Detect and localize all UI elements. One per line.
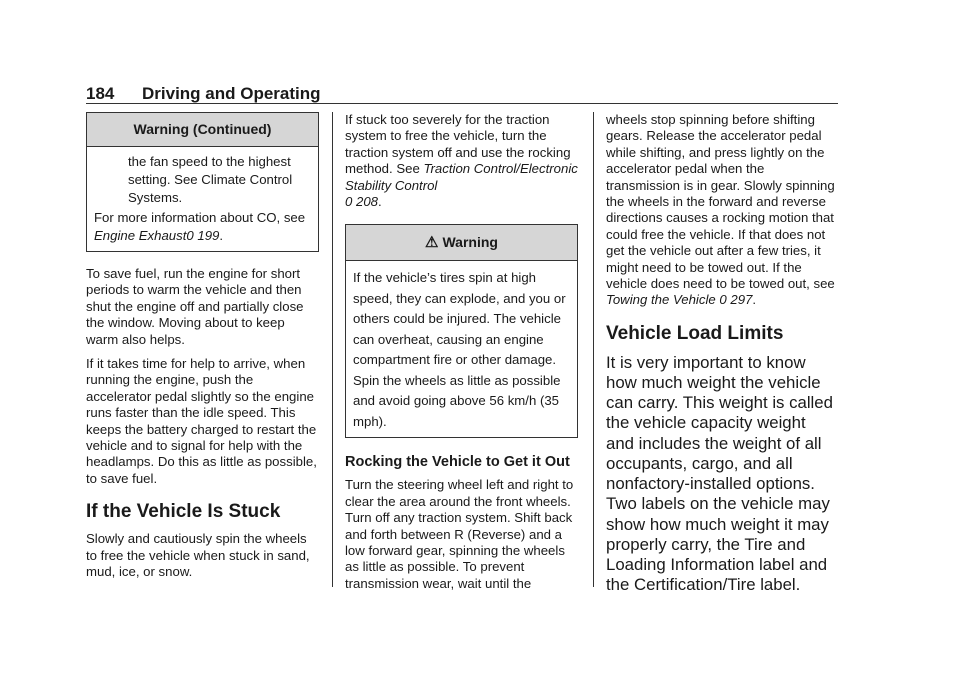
- paragraph: Turn the steering wheel left and right to clear the area around the front wheels. Turn off any traction system. Shift back and forth between R (Reverse) and a low forward gear, spinning the wheels as little as possible. To prevent transmission wear, wait until the: [345, 477, 574, 591]
- page-title: Driving and Operating: [142, 84, 321, 103]
- paragraph: Slowly and cautiously spin the wheels to free the vehicle when stuck in sand, mud, ice, or snow.: [86, 531, 310, 580]
- warning-box: [345, 224, 578, 438]
- page-ref: 0 199: [186, 228, 220, 243]
- warning-box-body: [346, 261, 577, 437]
- column-3: [606, 112, 838, 595]
- paragraph-text: If stuck too severely for the traction system to free the vehicle, turn the traction system off and use the rocking method. See: [345, 112, 571, 177]
- column-divider: [593, 112, 594, 587]
- subheading: Rocking the Vehicle to Get it Out: [345, 454, 570, 471]
- punct: .: [219, 228, 224, 243]
- page-ref: 0 297: [719, 292, 753, 308]
- engine-exhaust-link[interactable]: Engine Exhaust: [94, 228, 187, 243]
- page-number: 184: [86, 84, 115, 103]
- traction-control-link[interactable]: Traction Control/Electronic Stability Control: [345, 161, 578, 193]
- warning-body-text: If the vehicle’s tires spin at high speed, they can explode, and you or others could be injured. The vehicle can overheat, causing an engine compartment fire or other damage. Spin the wheels as little as possible and avoid going above 56 km/h (35 mph).: [353, 270, 566, 429]
- page-ref: 0 208: [345, 194, 379, 210]
- column-divider: [332, 112, 333, 587]
- warning-box-heading: [346, 225, 577, 261]
- paragraph: [345, 112, 578, 210]
- header-rule: [86, 103, 838, 104]
- warning-box-heading: Warning (Continued): [87, 113, 318, 147]
- towing-link[interactable]: Towing the Vehicle: [606, 292, 716, 308]
- section-heading: Vehicle Load Limits: [606, 322, 784, 344]
- lead-paragraph: It is very important to know how much weight the vehicle can carry. This weight is called the vehicle capacity weight and includes the weight of all occupants, cargo, and all nonfactory-installed options. Two labels on the vehicle may show how much weight it may properly carry, the Tire and Loading Information label and the Certification/Tire label.: [606, 352, 833, 595]
- punct: .: [378, 194, 382, 210]
- page-header: [86, 84, 321, 104]
- paragraph-text: wheels stop spinning before shifting gears. Release the accelerator pedal while shifting, and press lightly on the accelerator pedal when the transmission is in gear. Slowly spinning the wheels in the forward and reverse directions causes a rocking motion that could free the vehicle. If that does not get the vehicle out after a few tries, it might need to be towed out. If the vehicle does need to be towed out, see: [606, 112, 835, 292]
- section-heading: If the Vehicle Is Stuck: [86, 501, 281, 523]
- paragraph: If it takes time for help to arrive, when running the engine, push the accelerator pedal slightly so the engine runs faster than the idle speed. This keeps the battery charged to restart the vehicle and to signal for help with the headlamps. Do this as little as possible, to save fuel.: [86, 356, 317, 486]
- column-1: [86, 112, 319, 589]
- warning-heading-text: Warning: [442, 234, 498, 251]
- paragraph: To save fuel, run the engine for short periods to warm the vehicle and then shut the engine off and partially close the window. Moving about to keep warm also helps.: [86, 266, 304, 347]
- warning-triangle-icon: ⚠: [425, 234, 439, 252]
- paragraph: [606, 112, 838, 309]
- warning-continued-box: [86, 112, 319, 252]
- warning-more-info: [94, 209, 311, 245]
- column-2: [345, 112, 578, 600]
- warning-box-body: [87, 147, 318, 251]
- more-info-text: For more information about CO, see: [94, 210, 306, 225]
- warning-indent-text: the fan speed to the highest setting. See Climate Control Systems.: [128, 154, 293, 205]
- punct: .: [752, 292, 757, 308]
